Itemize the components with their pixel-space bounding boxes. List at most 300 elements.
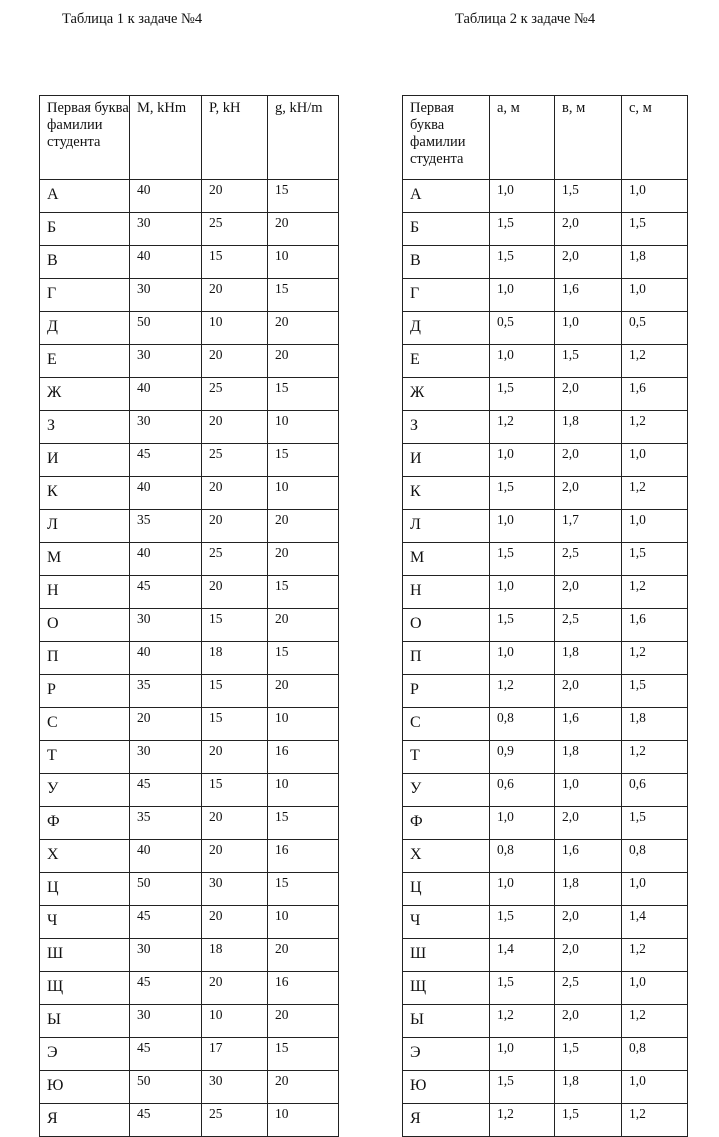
table1-cell-letter: К — [40, 477, 130, 510]
table2-cell-letter: Е — [403, 345, 490, 378]
table1-cell-value: 20 — [268, 1071, 339, 1104]
table2-row — [403, 708, 688, 741]
table2-cell-value: 1,4 — [490, 939, 555, 972]
table2-cell-value: 0,9 — [490, 741, 555, 774]
table1-cell-letter: М — [40, 543, 130, 576]
table1-cell-value: 30 — [130, 939, 202, 972]
table1-cell-letter: Т — [40, 741, 130, 774]
table2-row — [403, 312, 688, 345]
table1-cell-value: 40 — [130, 180, 202, 213]
table1-cell-letter: Д — [40, 312, 130, 345]
table1-cell-letter: С — [40, 708, 130, 741]
table2-cell-letter: Ю — [403, 1071, 490, 1104]
table2-cell-value: 1,2 — [622, 1005, 688, 1038]
table1-cell-letter: З — [40, 411, 130, 444]
table1-cell-letter: Б — [40, 213, 130, 246]
table1-cell-value: 25 — [202, 378, 268, 411]
table1-cell-value: 10 — [268, 477, 339, 510]
table1-cell-value: 10 — [268, 411, 339, 444]
table2-cell-value: 1,0 — [555, 312, 622, 345]
table1-cell-letter: Н — [40, 576, 130, 609]
table2-cell-letter: Я — [403, 1104, 490, 1137]
table2-cell-value: 1,6 — [622, 378, 688, 411]
table1-cell-value: 18 — [202, 642, 268, 675]
table2-cell-value: 1,2 — [622, 576, 688, 609]
table1-cell-value: 45 — [130, 906, 202, 939]
table2-cell-letter: С — [403, 708, 490, 741]
table1-cell-letter: И — [40, 444, 130, 477]
table2-cell-value: 1,5 — [490, 1071, 555, 1104]
table1-cell-letter: Ц — [40, 873, 130, 906]
table2-cell-value: 1,2 — [622, 741, 688, 774]
table2-cell-value: 1,0 — [490, 345, 555, 378]
table1-cell-value: 30 — [130, 213, 202, 246]
table2-cell-letter: Щ — [403, 972, 490, 1005]
table1-row — [40, 345, 339, 378]
table1-cell-letter: Е — [40, 345, 130, 378]
table1-cell-value: 15 — [202, 774, 268, 807]
table1-title: Таблица 1 к задаче №4 — [62, 11, 203, 27]
table1-cell-value: 35 — [130, 510, 202, 543]
table1-cell-value: 30 — [130, 279, 202, 312]
table1-cell-value: 20 — [130, 708, 202, 741]
table1-cell-value: 40 — [130, 246, 202, 279]
table2-cell-value: 1,0 — [622, 444, 688, 477]
table2-cell-value: 1,0 — [622, 180, 688, 213]
table2-title: Таблица 2 к задаче №4 — [455, 11, 596, 27]
table1-cell-value: 45 — [130, 444, 202, 477]
table2-row — [403, 378, 688, 411]
table1-header-g: g, kH/m — [268, 96, 339, 180]
table2-cell-value: 1,0 — [622, 510, 688, 543]
table2-cell-value: 2,0 — [555, 246, 622, 279]
table2 — [402, 95, 688, 1137]
table1-row — [40, 906, 339, 939]
table1-cell-value: 20 — [202, 477, 268, 510]
table2-row — [403, 477, 688, 510]
table2-cell-letter: Ж — [403, 378, 490, 411]
table2-row — [403, 774, 688, 807]
table1-cell-value: 20 — [202, 279, 268, 312]
table2-row — [403, 741, 688, 774]
table2-row — [403, 576, 688, 609]
table2-cell-letter: Ы — [403, 1005, 490, 1038]
table2-cell-letter: Т — [403, 741, 490, 774]
table1-row — [40, 1104, 339, 1137]
table1-cell-value: 10 — [202, 312, 268, 345]
table1-cell-value: 40 — [130, 840, 202, 873]
table2-cell-letter: Г — [403, 279, 490, 312]
table1-cell-value: 40 — [130, 477, 202, 510]
table2-cell-value: 1,0 — [622, 1071, 688, 1104]
table1-cell-value: 20 — [202, 972, 268, 1005]
table1-cell-value: 15 — [268, 873, 339, 906]
table2-cell-letter: О — [403, 609, 490, 642]
table2-cell-value: 1,5 — [490, 246, 555, 279]
table2-cell-value: 1,5 — [555, 345, 622, 378]
table2-cell-value: 2,0 — [555, 807, 622, 840]
table2-cell-value: 1,0 — [490, 180, 555, 213]
table2-cell-value: 2,0 — [555, 675, 622, 708]
table1-cell-value: 45 — [130, 972, 202, 1005]
table1-cell-value: 50 — [130, 1071, 202, 1104]
table2-cell-value: 1,5 — [555, 1104, 622, 1137]
table2-row — [403, 807, 688, 840]
table2-cell-letter: Э — [403, 1038, 490, 1071]
table2-row — [403, 1038, 688, 1071]
table2-cell-value: 0,6 — [490, 774, 555, 807]
table1-cell-value: 45 — [130, 1038, 202, 1071]
table2-cell-value: 1,5 — [490, 477, 555, 510]
table2-cell-value: 1,5 — [555, 1038, 622, 1071]
table2-cell-letter: Ш — [403, 939, 490, 972]
table2-cell-value: 1,6 — [622, 609, 688, 642]
table2-body — [403, 180, 688, 1137]
table2-row — [403, 213, 688, 246]
table1-row — [40, 444, 339, 477]
table1-cell-value: 25 — [202, 444, 268, 477]
table1-header-p: P, kH — [202, 96, 268, 180]
table2-cell-value: 1,6 — [555, 279, 622, 312]
table1-cell-value: 20 — [268, 510, 339, 543]
table1-row — [40, 510, 339, 543]
table1-cell-value: 25 — [202, 213, 268, 246]
table1-cell-value: 15 — [268, 180, 339, 213]
table1-cell-letter: П — [40, 642, 130, 675]
table2-row — [403, 279, 688, 312]
table2-cell-value: 1,8 — [555, 642, 622, 675]
table1-cell-value: 40 — [130, 543, 202, 576]
table2-row — [403, 906, 688, 939]
table2-cell-value: 1,8 — [555, 741, 622, 774]
table2-cell-letter: Ц — [403, 873, 490, 906]
table2-cell-letter: Ф — [403, 807, 490, 840]
table2-row — [403, 411, 688, 444]
table1-cell-letter: Ы — [40, 1005, 130, 1038]
table2-cell-value: 1,5 — [490, 609, 555, 642]
table2-cell-value: 1,7 — [555, 510, 622, 543]
table1-cell-value: 15 — [268, 378, 339, 411]
table2-cell-letter: Л — [403, 510, 490, 543]
table1-cell-value: 10 — [268, 708, 339, 741]
table2-row — [403, 345, 688, 378]
table2-cell-value: 1,2 — [622, 1104, 688, 1137]
table2-cell-letter: З — [403, 411, 490, 444]
table1-cell-letter: О — [40, 609, 130, 642]
table1-row — [40, 642, 339, 675]
table2-cell-letter: М — [403, 543, 490, 576]
table1-cell-letter: А — [40, 180, 130, 213]
table1-row — [40, 609, 339, 642]
table1-cell-value: 16 — [268, 972, 339, 1005]
table1-cell-value: 30 — [130, 1005, 202, 1038]
table1-cell-letter: У — [40, 774, 130, 807]
table2-cell-value: 1,8 — [555, 873, 622, 906]
table1 — [39, 95, 339, 1137]
table1-cell-letter: Л — [40, 510, 130, 543]
table2-cell-value: 1,0 — [490, 510, 555, 543]
table2-cell-value: 1,4 — [622, 906, 688, 939]
table2-cell-letter: Н — [403, 576, 490, 609]
table2-cell-letter: А — [403, 180, 490, 213]
table2-row — [403, 1104, 688, 1137]
table2-header-v: в, м — [555, 96, 622, 180]
table1-cell-value: 15 — [268, 444, 339, 477]
table2-row — [403, 543, 688, 576]
table1-cell-value: 20 — [202, 807, 268, 840]
table2-row — [403, 939, 688, 972]
table2-cell-value: 1,2 — [622, 345, 688, 378]
table1-row — [40, 378, 339, 411]
table2-cell-value: 2,0 — [555, 378, 622, 411]
table1-cell-value: 30 — [202, 873, 268, 906]
table2-cell-value: 2,0 — [555, 444, 622, 477]
table2-row — [403, 1071, 688, 1104]
table1-cell-letter: Ю — [40, 1071, 130, 1104]
table2-cell-value: 1,8 — [555, 1071, 622, 1104]
table1-cell-value: 10 — [268, 1104, 339, 1137]
table1-cell-value: 50 — [130, 312, 202, 345]
table1-cell-value: 15 — [268, 807, 339, 840]
table1-row — [40, 807, 339, 840]
table1-cell-value: 15 — [202, 246, 268, 279]
table2-cell-value: 1,8 — [622, 708, 688, 741]
table2-cell-letter: Р — [403, 675, 490, 708]
table1-cell-value: 20 — [268, 609, 339, 642]
table1-cell-value: 16 — [268, 840, 339, 873]
table1-cell-letter: Я — [40, 1104, 130, 1137]
table1-cell-value: 30 — [202, 1071, 268, 1104]
table1-cell-value: 10 — [268, 774, 339, 807]
table1-cell-value: 25 — [202, 543, 268, 576]
table2-cell-letter: К — [403, 477, 490, 510]
table1-row — [40, 279, 339, 312]
table1-row — [40, 840, 339, 873]
table2-cell-value: 2,0 — [555, 906, 622, 939]
table1-row — [40, 312, 339, 345]
table2-cell-value: 1,5 — [490, 378, 555, 411]
table2-cell-value: 1,2 — [490, 411, 555, 444]
table1-cell-value: 15 — [268, 1038, 339, 1071]
table2-row — [403, 840, 688, 873]
table1-row — [40, 246, 339, 279]
table2-row — [403, 246, 688, 279]
table1-cell-value: 20 — [268, 213, 339, 246]
table1-cell-value: 20 — [202, 840, 268, 873]
table2-cell-value: 1,0 — [490, 807, 555, 840]
table1-cell-value: 20 — [268, 1005, 339, 1038]
table1-row — [40, 411, 339, 444]
table2-cell-value: 1,5 — [490, 906, 555, 939]
table2-cell-value: 1,5 — [622, 213, 688, 246]
table2-row — [403, 1005, 688, 1038]
table1-cell-value: 10 — [268, 906, 339, 939]
table2-cell-letter: Б — [403, 213, 490, 246]
table1-row — [40, 708, 339, 741]
table2-cell-value: 1,2 — [622, 939, 688, 972]
table2-cell-value: 2,0 — [555, 576, 622, 609]
table2-cell-value: 1,0 — [490, 444, 555, 477]
table1-cell-value: 20 — [268, 312, 339, 345]
table2-cell-value: 2,5 — [555, 543, 622, 576]
table1-cell-value: 20 — [268, 543, 339, 576]
table1-cell-value: 15 — [202, 675, 268, 708]
table1-cell-letter: Ж — [40, 378, 130, 411]
table2-cell-value: 2,0 — [555, 477, 622, 510]
table2-cell-value: 1,6 — [555, 840, 622, 873]
table1-cell-value: 40 — [130, 642, 202, 675]
table1-cell-value: 15 — [202, 708, 268, 741]
table2-cell-value: 1,0 — [490, 642, 555, 675]
table2-cell-value: 1,0 — [490, 873, 555, 906]
table1-cell-value: 45 — [130, 576, 202, 609]
table1-row — [40, 1005, 339, 1038]
table2-cell-value: 1,8 — [622, 246, 688, 279]
table2-header-c: с, м — [622, 96, 688, 180]
table1-row — [40, 774, 339, 807]
table2-cell-value: 1,5 — [490, 543, 555, 576]
table1-cell-value: 40 — [130, 378, 202, 411]
table1-cell-value: 20 — [202, 510, 268, 543]
table1-cell-letter: В — [40, 246, 130, 279]
table2-row — [403, 642, 688, 675]
table2-row — [403, 510, 688, 543]
table2-cell-value: 1,0 — [622, 873, 688, 906]
table2-cell-value: 1,2 — [622, 642, 688, 675]
table2-cell-letter: П — [403, 642, 490, 675]
table1-cell-value: 25 — [202, 1104, 268, 1137]
table2-cell-letter: И — [403, 444, 490, 477]
table2-cell-value: 2,5 — [555, 972, 622, 1005]
table2-row — [403, 873, 688, 906]
table2-cell-value: 1,2 — [490, 1005, 555, 1038]
table1-cell-value: 16 — [268, 741, 339, 774]
table2-cell-letter: Д — [403, 312, 490, 345]
table1-cell-value: 20 — [202, 741, 268, 774]
table1-cell-letter: Э — [40, 1038, 130, 1071]
table1-cell-value: 45 — [130, 774, 202, 807]
table2-cell-value: 1,5 — [490, 972, 555, 1005]
table2-cell-value: 0,5 — [622, 312, 688, 345]
table1-cell-value: 20 — [268, 939, 339, 972]
table1-cell-value: 35 — [130, 807, 202, 840]
table2-row — [403, 609, 688, 642]
table2-header-letter: Первая буква фамилии студента — [403, 96, 490, 180]
table2-row — [403, 180, 688, 213]
table2-cell-value: 1,2 — [622, 411, 688, 444]
table1-cell-value: 20 — [202, 345, 268, 378]
table1-cell-letter: Щ — [40, 972, 130, 1005]
table2-cell-value: 0,5 — [490, 312, 555, 345]
table1-cell-letter: Х — [40, 840, 130, 873]
table2-cell-value: 1,0 — [490, 1038, 555, 1071]
table2-cell-value: 0,8 — [622, 1038, 688, 1071]
table1-cell-value: 10 — [268, 246, 339, 279]
table2-cell-letter: У — [403, 774, 490, 807]
table1-cell-letter: Ф — [40, 807, 130, 840]
table2-cell-value: 1,5 — [555, 180, 622, 213]
table2-cell-letter: В — [403, 246, 490, 279]
table1-cell-value: 15 — [268, 279, 339, 312]
table1-row — [40, 543, 339, 576]
table1-row — [40, 741, 339, 774]
table2-cell-value: 1,0 — [490, 279, 555, 312]
table2-cell-value: 1,0 — [622, 972, 688, 1005]
table2-cell-value: 1,2 — [490, 675, 555, 708]
table1-cell-value: 30 — [130, 345, 202, 378]
table2-cell-value: 1,0 — [622, 279, 688, 312]
table1-cell-value: 10 — [202, 1005, 268, 1038]
table2-cell-value: 1,5 — [490, 213, 555, 246]
table1-cell-value: 20 — [268, 675, 339, 708]
table2-cell-value: 0,8 — [490, 840, 555, 873]
table1-cell-letter: Ш — [40, 939, 130, 972]
table2-cell-value: 0,8 — [622, 840, 688, 873]
table2-cell-value: 1,2 — [622, 477, 688, 510]
table2-cell-value: 0,6 — [622, 774, 688, 807]
table2-row — [403, 444, 688, 477]
table2-cell-letter: Ч — [403, 906, 490, 939]
table2-header-a: а, м — [490, 96, 555, 180]
table2-header-row — [403, 96, 688, 180]
table2-cell-value: 2,0 — [555, 213, 622, 246]
table2-cell-value: 0,8 — [490, 708, 555, 741]
table1-cell-value: 20 — [268, 345, 339, 378]
table2-row — [403, 675, 688, 708]
table2-cell-letter: Х — [403, 840, 490, 873]
table1-cell-value: 35 — [130, 675, 202, 708]
table1-header-m: M, kHm — [130, 96, 202, 180]
table1-row — [40, 576, 339, 609]
table1-cell-value: 30 — [130, 741, 202, 774]
table1-body — [40, 180, 339, 1137]
table1-cell-value: 15 — [268, 576, 339, 609]
table1-cell-value: 30 — [130, 411, 202, 444]
table1-cell-value: 45 — [130, 1104, 202, 1137]
table1-cell-value: 30 — [130, 609, 202, 642]
table1-header-letter: Первая буква фамилии студента — [40, 96, 130, 180]
table1-cell-value: 20 — [202, 576, 268, 609]
table1-cell-value: 15 — [268, 642, 339, 675]
table1-cell-value: 20 — [202, 906, 268, 939]
table2-cell-value: 1,0 — [490, 576, 555, 609]
table2-cell-value: 1,5 — [622, 675, 688, 708]
table2-cell-value: 1,0 — [555, 774, 622, 807]
table1-cell-value: 20 — [202, 411, 268, 444]
table1-cell-value: 50 — [130, 873, 202, 906]
table2-cell-value: 2,0 — [555, 939, 622, 972]
table1-row — [40, 675, 339, 708]
table1-cell-value: 15 — [202, 609, 268, 642]
table1-row — [40, 1071, 339, 1104]
table1-cell-value: 18 — [202, 939, 268, 972]
table1-cell-value: 20 — [202, 180, 268, 213]
table2-cell-value: 2,0 — [555, 1005, 622, 1038]
table2-cell-value: 1,5 — [622, 543, 688, 576]
table2-cell-value: 1,5 — [622, 807, 688, 840]
table1-row — [40, 180, 339, 213]
table1-cell-letter: Ч — [40, 906, 130, 939]
table1-row — [40, 939, 339, 972]
table1-cell-value: 17 — [202, 1038, 268, 1071]
table1-row — [40, 213, 339, 246]
table1-header-row — [40, 96, 339, 180]
table2-cell-value: 1,6 — [555, 708, 622, 741]
table1-row — [40, 477, 339, 510]
table1-row — [40, 873, 339, 906]
table2-cell-value: 1,2 — [490, 1104, 555, 1137]
table1-row — [40, 1038, 339, 1071]
